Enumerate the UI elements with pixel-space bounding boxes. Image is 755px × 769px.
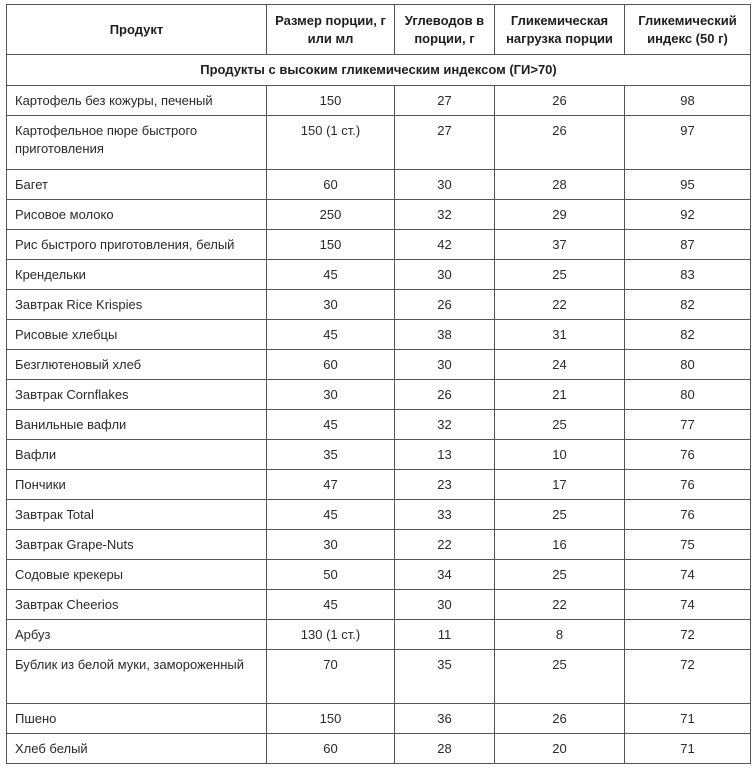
serving-size-cell: 45 <box>267 590 395 620</box>
header-row <box>7 5 751 55</box>
glycemic-index-cell: 71 <box>625 704 751 734</box>
glycemic-index-cell: 72 <box>625 620 751 650</box>
table-row <box>7 350 751 380</box>
glycemic-load-cell: 25 <box>495 650 625 704</box>
glycemic-index-table <box>6 4 751 764</box>
serving-size-cell: 150 <box>267 230 395 260</box>
glycemic-index-cell: 77 <box>625 410 751 440</box>
header-load: Гликемическая нагрузка порции <box>495 5 625 55</box>
carbs-cell: 30 <box>395 350 495 380</box>
product-name-cell: Пончики <box>7 470 267 500</box>
product-name-cell: Завтрак Total <box>7 500 267 530</box>
serving-size-cell: 30 <box>267 380 395 410</box>
glycemic-index-cell: 76 <box>625 440 751 470</box>
glycemic-index-cell: 83 <box>625 260 751 290</box>
glycemic-index-cell: 87 <box>625 230 751 260</box>
serving-size-cell: 60 <box>267 350 395 380</box>
table-row <box>7 590 751 620</box>
table-row <box>7 704 751 734</box>
carbs-cell: 33 <box>395 500 495 530</box>
product-name-cell: Арбуз <box>7 620 267 650</box>
serving-size-cell: 50 <box>267 560 395 590</box>
glycemic-index-cell: 80 <box>625 380 751 410</box>
carbs-cell: 38 <box>395 320 495 350</box>
glycemic-load-cell: 20 <box>495 734 625 764</box>
product-name-cell: Рисовое молоко <box>7 200 267 230</box>
serving-size-cell: 150 <box>267 86 395 116</box>
product-name-cell: Рис быстрого приготовления, белый <box>7 230 267 260</box>
table-row <box>7 500 751 530</box>
serving-size-cell: 45 <box>267 260 395 290</box>
glycemic-index-cell: 71 <box>625 734 751 764</box>
carbs-cell: 27 <box>395 116 495 170</box>
glycemic-index-cell: 82 <box>625 290 751 320</box>
carbs-cell: 26 <box>395 380 495 410</box>
glycemic-load-cell: 25 <box>495 560 625 590</box>
table-row <box>7 560 751 590</box>
product-name-cell: Пшено <box>7 704 267 734</box>
serving-size-cell: 60 <box>267 734 395 764</box>
glycemic-load-cell: 37 <box>495 230 625 260</box>
carbs-cell: 26 <box>395 290 495 320</box>
product-name-cell: Ванильные вафли <box>7 410 267 440</box>
serving-size-cell: 47 <box>267 470 395 500</box>
table-row <box>7 734 751 764</box>
carbs-cell: 30 <box>395 590 495 620</box>
serving-size-cell: 30 <box>267 290 395 320</box>
glycemic-load-cell: 10 <box>495 440 625 470</box>
carbs-cell: 22 <box>395 530 495 560</box>
glycemic-index-cell: 95 <box>625 170 751 200</box>
header-product: Продукт <box>7 5 267 55</box>
header-carbs: Углеводов в порции, г <box>395 5 495 55</box>
table-row <box>7 380 751 410</box>
glycemic-load-cell: 31 <box>495 320 625 350</box>
product-name-cell: Завтрак Cheerios <box>7 590 267 620</box>
table-row <box>7 170 751 200</box>
header-index: Гликемический индекс (50 г) <box>625 5 751 55</box>
product-name-cell: Багет <box>7 170 267 200</box>
carbs-cell: 36 <box>395 704 495 734</box>
header-serving: Размер порции, г или мл <box>267 5 395 55</box>
table-row <box>7 290 751 320</box>
product-name-cell: Безглютеновый хлеб <box>7 350 267 380</box>
carbs-cell: 32 <box>395 200 495 230</box>
glycemic-load-cell: 8 <box>495 620 625 650</box>
carbs-cell: 42 <box>395 230 495 260</box>
glycemic-index-cell: 98 <box>625 86 751 116</box>
glycemic-load-cell: 22 <box>495 290 625 320</box>
glycemic-index-cell: 76 <box>625 500 751 530</box>
carbs-cell: 30 <box>395 260 495 290</box>
table-row <box>7 620 751 650</box>
glycemic-index-cell: 72 <box>625 650 751 704</box>
product-name-cell: Бублик из белой муки, замороженный <box>7 650 267 704</box>
glycemic-index-cell: 82 <box>625 320 751 350</box>
product-name-cell: Рисовые хлебцы <box>7 320 267 350</box>
carbs-cell: 23 <box>395 470 495 500</box>
table-row <box>7 200 751 230</box>
table-row <box>7 86 751 116</box>
product-name-cell: Картофель без кожуры, печеный <box>7 86 267 116</box>
serving-size-cell: 45 <box>267 500 395 530</box>
carbs-cell: 34 <box>395 560 495 590</box>
serving-size-cell: 30 <box>267 530 395 560</box>
carbs-cell: 28 <box>395 734 495 764</box>
glycemic-load-cell: 29 <box>495 200 625 230</box>
product-name-cell: Завтрак Cornflakes <box>7 380 267 410</box>
table-row <box>7 470 751 500</box>
glycemic-index-cell: 75 <box>625 530 751 560</box>
table-row <box>7 320 751 350</box>
product-name-cell: Хлеб белый <box>7 734 267 764</box>
glycemic-load-cell: 16 <box>495 530 625 560</box>
glycemic-index-cell: 92 <box>625 200 751 230</box>
serving-size-cell: 60 <box>267 170 395 200</box>
glycemic-load-cell: 25 <box>495 500 625 530</box>
carbs-cell: 27 <box>395 86 495 116</box>
table-row <box>7 260 751 290</box>
glycemic-load-cell: 26 <box>495 86 625 116</box>
section-row <box>7 55 751 86</box>
glycemic-load-cell: 26 <box>495 704 625 734</box>
product-name-cell: Завтрак Grape-Nuts <box>7 530 267 560</box>
glycemic-load-cell: 17 <box>495 470 625 500</box>
carbs-cell: 35 <box>395 650 495 704</box>
serving-size-cell: 45 <box>267 410 395 440</box>
serving-size-cell: 150 (1 ст.) <box>267 116 395 170</box>
glycemic-load-cell: 25 <box>495 410 625 440</box>
product-name-cell: Завтрак Rice Krispies <box>7 290 267 320</box>
table-row <box>7 410 751 440</box>
serving-size-cell: 250 <box>267 200 395 230</box>
glycemic-index-cell: 74 <box>625 560 751 590</box>
product-name-cell: Крендельки <box>7 260 267 290</box>
glycemic-load-cell: 22 <box>495 590 625 620</box>
serving-size-cell: 45 <box>267 320 395 350</box>
carbs-cell: 32 <box>395 410 495 440</box>
section-title: Продукты с высоким гликемическим индексом (ГИ>70) <box>7 55 751 86</box>
serving-size-cell: 150 <box>267 704 395 734</box>
glycemic-load-cell: 21 <box>495 380 625 410</box>
glycemic-load-cell: 28 <box>495 170 625 200</box>
glycemic-index-cell: 74 <box>625 590 751 620</box>
carbs-cell: 30 <box>395 170 495 200</box>
serving-size-cell: 70 <box>267 650 395 704</box>
product-name-cell: Содовые крекеры <box>7 560 267 590</box>
table-row <box>7 530 751 560</box>
table-row <box>7 440 751 470</box>
carbs-cell: 11 <box>395 620 495 650</box>
glycemic-index-cell: 80 <box>625 350 751 380</box>
product-name-cell: Картофельное пюре быстрого приготовления <box>7 116 267 170</box>
table-row <box>7 230 751 260</box>
serving-size-cell: 130 (1 ст.) <box>267 620 395 650</box>
serving-size-cell: 35 <box>267 440 395 470</box>
glycemic-index-cell: 76 <box>625 470 751 500</box>
product-name-cell: Вафли <box>7 440 267 470</box>
glycemic-load-cell: 25 <box>495 260 625 290</box>
table-row <box>7 116 751 170</box>
glycemic-load-cell: 24 <box>495 350 625 380</box>
glycemic-index-cell: 97 <box>625 116 751 170</box>
table-row <box>7 650 751 704</box>
carbs-cell: 13 <box>395 440 495 470</box>
glycemic-load-cell: 26 <box>495 116 625 170</box>
